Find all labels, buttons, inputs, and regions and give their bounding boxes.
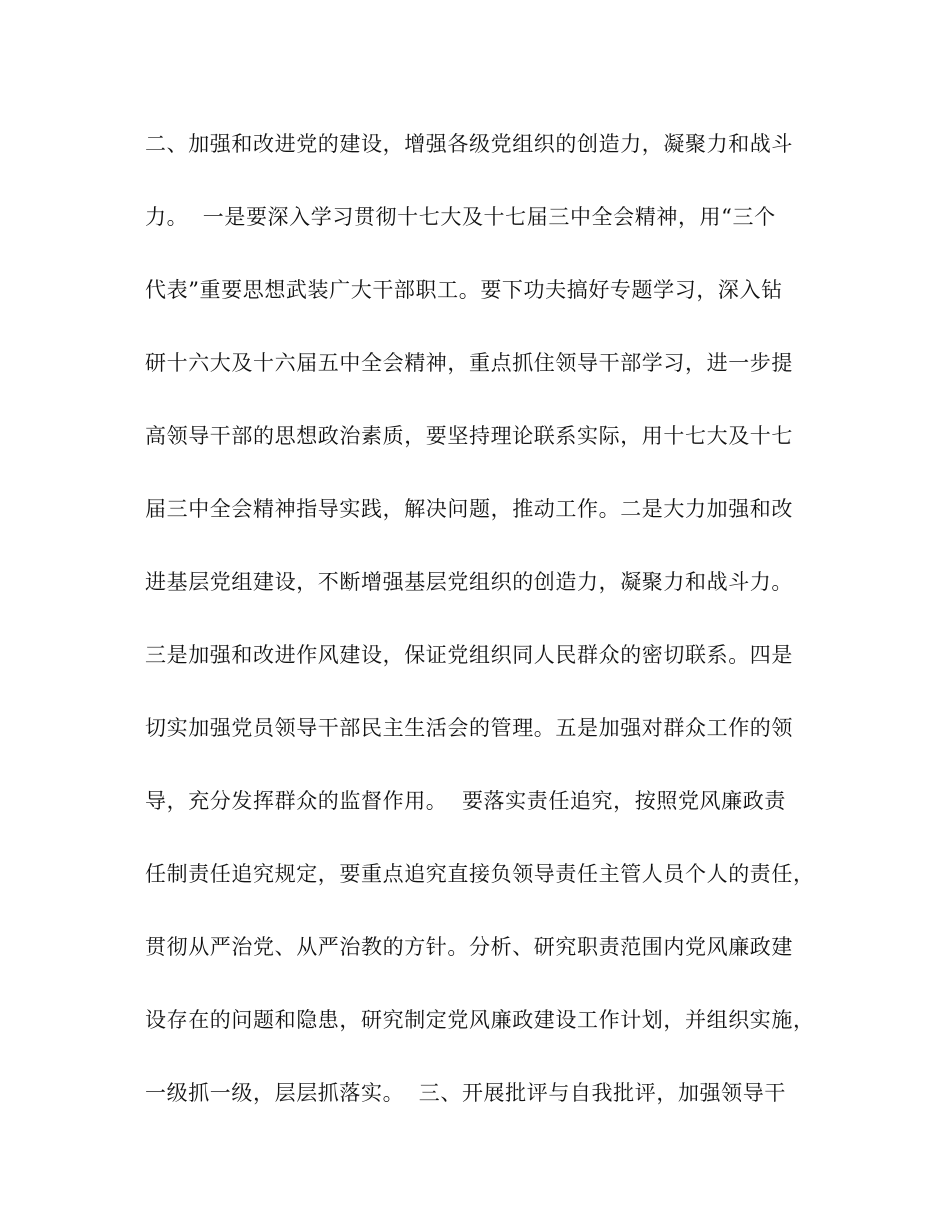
text-line: 设存在的问题和隐患，研究制定党风廉政建设工作计划，并组织实施， xyxy=(145,1008,815,1032)
document-body xyxy=(145,124,815,1146)
text-line: 研十六大及十六届五中全会精神，重点抓住领导干部学习，进一步提 xyxy=(145,351,793,375)
text-line: 切实加强党员领导干部民主生活会的管理。五是加强对群众工作的领 xyxy=(145,716,793,740)
text-line: 一级抓一级，层层抓落实。 三、开展批评与自我批评，加强领导干 xyxy=(145,1081,786,1105)
text-line: 高领导干部的思想政治素质，要坚持理论联系实际，用十七大及十七 xyxy=(145,424,793,448)
text-line: 二、加强和改进党的建设，增强各级党组织的创造力，凝聚力和战斗 xyxy=(145,132,793,156)
text-line: 代表”重要思想武装广大干部职工。要下功夫搞好专题学习，深入钻 xyxy=(145,278,783,302)
text-line: 进基层党组建设，不断增强基层党组织的创造力，凝聚力和战斗力。 xyxy=(145,570,793,594)
text-line: 力。 一是要深入学习贯彻十七大及十七届三中全会精神，用“三个 xyxy=(145,205,776,229)
text-line: 贯彻从严治党、从严治教的方针。分析、研究职责范围内党风廉政建 xyxy=(145,935,793,959)
text-line: 届三中全会精神指导实践，解决问题，推动工作。二是大力加强和改 xyxy=(145,497,793,521)
text-line: 三是加强和改进作风建设，保证党组织同人民群众的密切联系。四是 xyxy=(145,643,793,667)
text-line: 导，充分发挥群众的监督作用。 要落实责任追究，按照党风廉政责 xyxy=(145,789,786,813)
text-line: 任制责任追究规定，要重点追究直接负领导责任主管人员个人的责任， xyxy=(145,862,815,886)
